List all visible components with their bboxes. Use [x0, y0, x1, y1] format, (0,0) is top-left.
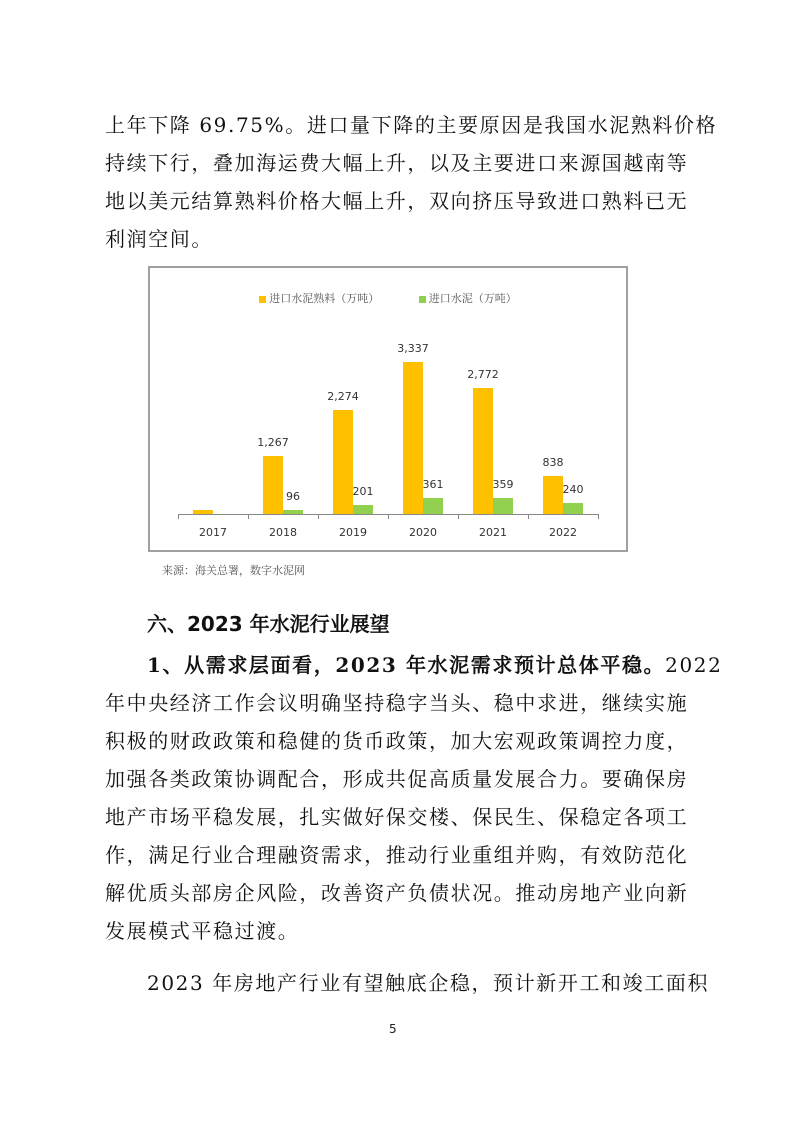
text-line: 作，满足行业合理融资需求，推动行业重组并购，有效防范化: [105, 843, 689, 867]
legend-item-clinker: [259, 290, 379, 306]
legend-swatch-green-icon: [419, 296, 426, 303]
data-label: 96: [286, 490, 300, 503]
bar-clinker: [193, 510, 213, 514]
bar-cement: [353, 505, 373, 514]
bar-cement: [423, 498, 443, 514]
x-axis-label: 2019: [339, 526, 367, 539]
text-line: 年中央经济工作会议明确坚持稳字当头、稳中求进，继续实施: [105, 691, 689, 715]
plot-area: [178, 328, 598, 539]
section-heading: 六、2023 年水泥行业展望: [147, 612, 390, 636]
legend-swatch-orange-icon: [259, 296, 266, 303]
x-axis-label: 2021: [479, 526, 507, 539]
intro-paragraph: [105, 106, 718, 258]
text-fragment: 2022: [665, 653, 723, 677]
axis-tick: [528, 514, 529, 519]
chart-source: 来源：海关总署，数字水泥网: [162, 564, 305, 577]
data-label: 240: [562, 483, 584, 496]
bar-clinker: [403, 362, 423, 514]
x-axis-label: 2017: [199, 526, 227, 539]
text-line: 2023 年房地产行业有望触底企稳，预计新开工和竣工面积: [147, 971, 710, 995]
lead-sentence: 1、从需求层面看，2023 年水泥需求预计总体平稳。: [147, 653, 666, 677]
x-axis-label: 2020: [409, 526, 437, 539]
text-line: 利润空间。: [105, 227, 213, 251]
data-label: 2,274: [327, 390, 359, 403]
data-label: 2,772: [467, 368, 499, 381]
data-label: 838: [542, 456, 564, 469]
axis-tick: [458, 514, 459, 519]
paragraph-demand-outlook: [105, 646, 723, 950]
legend-label: 进口水泥（万吨）: [428, 292, 517, 305]
data-label: 359: [492, 478, 514, 491]
axis-tick: [388, 514, 389, 519]
axis-tick: [318, 514, 319, 519]
data-label: 361: [422, 478, 444, 491]
x-axis-label: 2022: [549, 526, 577, 539]
x-axis-label: 2018: [269, 526, 297, 539]
axis-tick: [248, 514, 249, 519]
text-line: 解优质头部房企风险，改善资产负债状况。推动房地产业向新: [105, 881, 689, 905]
data-label: 3,337: [397, 342, 429, 355]
axis-tick: [178, 514, 179, 519]
chart-legend: [150, 290, 626, 306]
bar-cement: [493, 498, 513, 514]
page-number: 5: [389, 1022, 397, 1036]
data-label: 1,267: [257, 436, 289, 449]
data-label: 201: [352, 485, 374, 498]
text-line: 发展模式平稳过渡。: [105, 919, 300, 943]
paragraph-real-estate: [105, 964, 710, 1002]
text-line: [105, 646, 723, 684]
legend-item-cement: [419, 290, 517, 306]
bar-clinker: [333, 410, 353, 514]
text-line: 上年下降 69.75%。进口量下降的主要原因是我国水泥熟料价格: [105, 113, 718, 137]
text-line: 积极的财政政策和稳健的货币政策，加大宏观政策调控力度，: [105, 729, 689, 753]
text-line: 加强各类政策协调配合，形成共促高质量发展合力。要确保房: [105, 767, 689, 791]
axis-tick: [598, 514, 599, 519]
bar-cement: [283, 510, 303, 514]
text-line: 持续下行，叠加海运费大幅上升，以及主要进口来源国越南等: [105, 151, 689, 175]
legend-label: 进口水泥熟料（万吨）: [269, 292, 380, 305]
text-line: 地产市场平稳发展，扎实做好保交楼、保民生、保稳定各项工: [105, 805, 689, 829]
text-line: 地以美元结算熟料价格大幅上升，双向挤压导致进口熟料已无: [105, 189, 689, 213]
bar-clinker: [263, 456, 283, 514]
bar-chart: [148, 266, 628, 552]
bar-cement: [563, 503, 583, 514]
bar-clinker: [473, 388, 493, 514]
